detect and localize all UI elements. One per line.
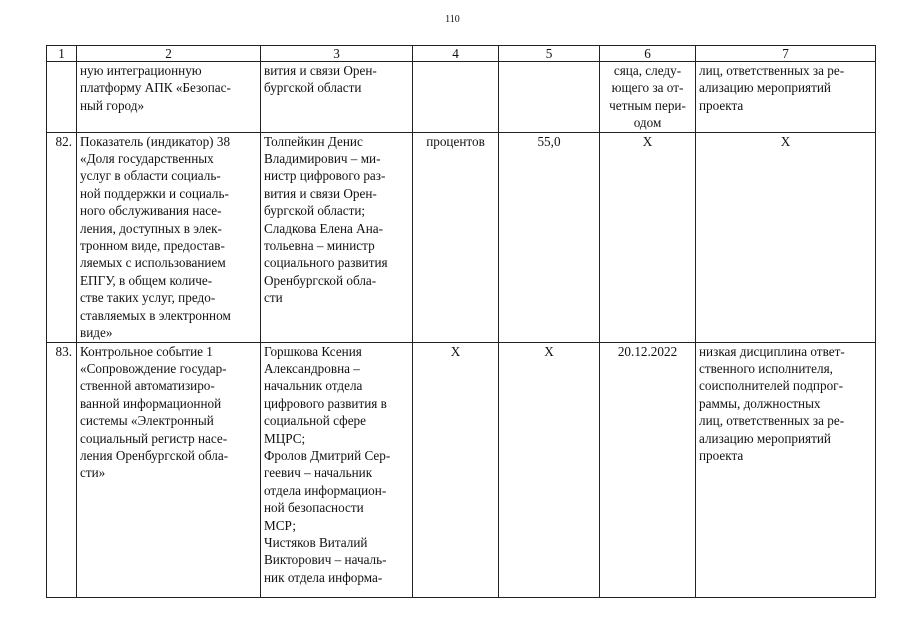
column-header: 7 [696, 46, 876, 62]
unit-cell: Х [413, 342, 499, 597]
plan-table [46, 45, 876, 598]
indicator-name: Контрольное событие 1 «Сопровождение государ- ственной автоматизиро- ванной информационной системы «Электронный социальный регистр насе- ления Оренбургской обла- сти» [77, 342, 261, 597]
value-cell: 55,0 [499, 132, 600, 342]
indicator-name: Показатель (индикатор) 38 «Доля государственных услуг в области социаль- ной поддержки и социаль- ного обслуживания насе- ления, доступных в элек- тронном виде, предостав- ляемых с использованием ЕПГУ, в общем количе- стве таких услуг, предо- ставляемых в электронном виде» [77, 132, 261, 342]
column-header: 4 [413, 46, 499, 62]
date-cell: Х [600, 132, 696, 342]
unit-cell [413, 62, 499, 133]
table-header-row [47, 46, 876, 62]
date-cell: сяца, следу- ющего за от- четным пери- одом [600, 62, 696, 133]
table-row [47, 342, 876, 597]
table-row [47, 62, 876, 133]
row-number: 83. [47, 342, 77, 597]
column-header: 3 [261, 46, 413, 62]
column-header: 1 [47, 46, 77, 62]
responsible-person: Толпейкин Денис Владимирович – ми- нистр цифрового раз- вития и связи Орен- бургской области; Сладкова Елена Ана- тольевна – министр социального развития Оренбургской обла- сти [261, 132, 413, 342]
column-header: 2 [77, 46, 261, 62]
risk-cell: лиц, ответственных за ре- ализацию мероприятий проекта [696, 62, 876, 133]
responsible-person: Горшкова Ксения Александровна – начальник отдела цифрового развития в социальной сфере МЦРС; Фролов Дмитрий Сер- геевич – начальник отдела информацион- ной безопасности МСР; Чистяков Виталий Викторович – началь- ник отдела информа- [261, 342, 413, 597]
row-number [47, 62, 77, 133]
row-number: 82. [47, 132, 77, 342]
risk-cell: Х [696, 132, 876, 342]
responsible-person: вития и связи Орен- бургской области [261, 62, 413, 133]
unit-cell: процентов [413, 132, 499, 342]
date-cell: 20.12.2022 [600, 342, 696, 597]
value-cell: Х [499, 342, 600, 597]
column-header: 5 [499, 46, 600, 62]
value-cell [499, 62, 600, 133]
indicator-name: ную интеграционную платформу АПК «Безопас- ный город» [77, 62, 261, 133]
page-number: 110 [445, 14, 460, 25]
risk-cell: низкая дисциплина ответ- ственного исполнителя, соисполнителей подпрог- раммы, должностных лиц, ответственных за ре- ализацию мероприятий проекта [696, 342, 876, 597]
column-header: 6 [600, 46, 696, 62]
table-row [47, 132, 876, 342]
